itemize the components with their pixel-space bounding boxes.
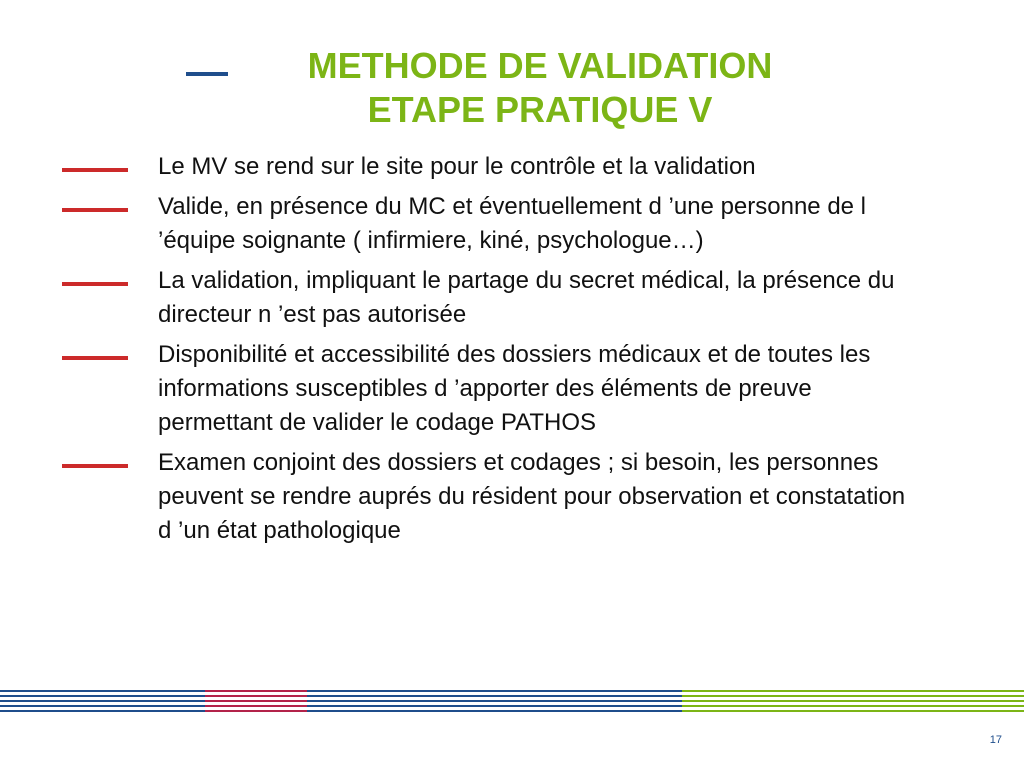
title-accent-dash <box>186 72 228 76</box>
bullet-list <box>0 150 1024 554</box>
bullet-dash-icon <box>62 282 128 286</box>
bullet-item <box>0 264 918 332</box>
bullet-dash-icon <box>62 168 128 172</box>
bullet-text: Disponibilité et accessibilité des dossiers médicaux et de toutes les informations susceptibles d ’apporter des éléments de preuve permettant de valider le codage PATHOS <box>158 341 871 436</box>
bullet-item <box>0 446 918 548</box>
title-line-1: METHODE DE VALIDATION <box>307 45 773 86</box>
bullet-dash-icon <box>62 356 128 360</box>
bullet-text: Examen conjoint des dossiers et codages ; si besoin, les personnes peuvent se rendre auprés du résident pour observation et constatation d ’un état pathologique <box>158 449 906 544</box>
footer-stripes <box>0 690 1024 716</box>
bullet-item <box>0 338 918 440</box>
bullet-dash-icon <box>62 208 128 212</box>
bullet-text: Valide, en présence du MC et éventuellement d ’une personne de l ’équipe soignante ( infirmiere, kiné, psychologue…) <box>158 193 867 254</box>
page-number: 17 <box>989 734 1002 746</box>
title-line-2: ETAPE PRATIQUE V <box>367 89 713 130</box>
bullet-text: Le MV se rend sur le site pour le contrôle et la validation <box>158 153 756 180</box>
bullet-text: La validation, impliquant le partage du secret médical, la présence du directeur n ’est pas autorisée <box>158 267 895 328</box>
bullet-dash-icon <box>62 464 128 468</box>
bullet-item <box>0 190 918 258</box>
bullet-item <box>0 150 918 184</box>
slide-title <box>230 44 850 132</box>
